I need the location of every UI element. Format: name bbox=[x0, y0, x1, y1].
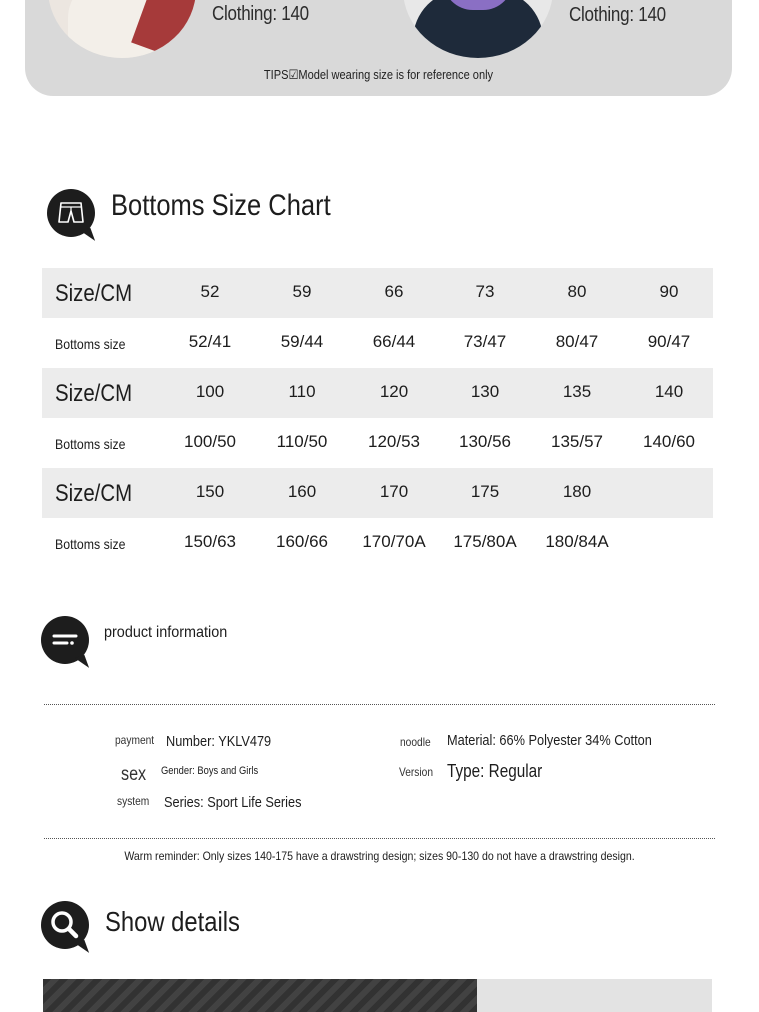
product-series: Series: Sport Life Series bbox=[164, 794, 302, 811]
bottoms-cell: 120/53 bbox=[368, 432, 420, 451]
size-cell: 150 bbox=[195, 482, 225, 501]
bottoms-cell: 130/56 bbox=[459, 432, 511, 451]
drawstring-reminder: Warm reminder: Only sizes 140-175 have a drawstring design; sizes 90-130 do not have a drawstring design. bbox=[124, 849, 635, 863]
size-cell: 59 bbox=[292, 282, 312, 301]
noodle-label: noodle bbox=[400, 735, 431, 749]
size-cell: 90 bbox=[659, 282, 679, 301]
model-reference-card bbox=[25, 0, 732, 96]
bottoms-size-label: Bottoms size bbox=[55, 536, 126, 552]
size-row bbox=[42, 468, 713, 518]
bottoms-cell: 110/50 bbox=[276, 432, 328, 451]
size-cell: 135 bbox=[562, 382, 592, 401]
bottoms-cell: 80/47 bbox=[555, 332, 599, 351]
bottoms-size-label: Bottoms size bbox=[55, 436, 126, 452]
size-cell: 66 bbox=[384, 282, 404, 301]
bottoms-cell: 135/57 bbox=[551, 432, 603, 451]
bottoms-cell: 73/47 bbox=[463, 332, 507, 351]
product-type: Type: Regular bbox=[447, 761, 543, 781]
size-cm-label: Size/CM bbox=[55, 380, 133, 407]
size-cell: 110 bbox=[288, 382, 316, 401]
bottoms-cell: 150/63 bbox=[184, 532, 236, 551]
size-row bbox=[42, 368, 713, 418]
size-cell: 160 bbox=[287, 482, 317, 501]
product-gender: Gender: Boys and Girls bbox=[161, 765, 259, 777]
bottoms-size-chart-title: Bottoms Size Chart bbox=[111, 189, 331, 222]
size-cm-label: Size/CM bbox=[55, 280, 133, 307]
model-photo-left bbox=[48, 0, 196, 58]
size-cell: 52 bbox=[200, 282, 220, 301]
shorts-icon bbox=[47, 189, 95, 237]
system-label: system bbox=[117, 794, 150, 808]
chat-bubble-icon bbox=[41, 616, 89, 664]
size-table bbox=[42, 268, 713, 568]
size-cell: 175 bbox=[470, 482, 500, 501]
dotted-divider bbox=[44, 838, 715, 839]
detail-photo-knit bbox=[43, 979, 477, 1012]
size-cell: 100 bbox=[195, 382, 225, 401]
size-cell: 73 bbox=[475, 282, 495, 301]
dotted-divider bbox=[44, 704, 715, 705]
product-information-title: product information bbox=[104, 624, 228, 641]
bottoms-cell: 66/44 bbox=[372, 332, 416, 351]
bottoms-cell: 170/70A bbox=[362, 532, 426, 551]
left-model-clothing-size: Clothing: 140 bbox=[212, 3, 309, 25]
magnifier-icon bbox=[41, 901, 89, 949]
size-cell: 180 bbox=[562, 482, 592, 501]
bottoms-size-label: Bottoms size bbox=[55, 336, 126, 352]
bottoms-cell: 175/80A bbox=[453, 532, 517, 551]
bottoms-row bbox=[42, 418, 713, 468]
bottoms-cell: 180/84A bbox=[545, 532, 609, 551]
size-cm-label: Size/CM bbox=[55, 480, 133, 507]
size-row bbox=[42, 268, 713, 318]
version-label: Version bbox=[399, 765, 434, 779]
bottoms-cell: 90/47 bbox=[647, 332, 691, 351]
show-details-title: Show details bbox=[105, 906, 240, 937]
payment-label: payment bbox=[115, 733, 155, 747]
sex-label: sex bbox=[121, 764, 147, 785]
bottoms-cell: 52/41 bbox=[188, 332, 232, 351]
size-cell: 80 bbox=[567, 282, 587, 301]
size-cell: 170 bbox=[379, 482, 409, 501]
size-cell: 120 bbox=[379, 382, 409, 401]
bottoms-row bbox=[42, 318, 713, 368]
right-model-clothing-size: Clothing: 140 bbox=[569, 4, 666, 26]
bottoms-cell: 160/66 bbox=[276, 532, 328, 551]
size-cell: 140 bbox=[654, 382, 684, 401]
bottoms-cell: 100/50 bbox=[184, 432, 236, 451]
detail-photo-light bbox=[477, 979, 712, 1012]
bottoms-row bbox=[42, 518, 713, 568]
product-material: Material: 66% Polyester 34% Cotton bbox=[447, 732, 652, 749]
size-cell: 130 bbox=[470, 382, 500, 401]
bottoms-cell: 59/44 bbox=[280, 332, 324, 351]
product-number: Number: YKLV479 bbox=[166, 733, 272, 750]
bottoms-cell: 140/60 bbox=[643, 432, 695, 451]
reference-tips: TIPS☑Model wearing size is for reference only bbox=[263, 67, 494, 82]
model-photo-right bbox=[403, 0, 553, 58]
